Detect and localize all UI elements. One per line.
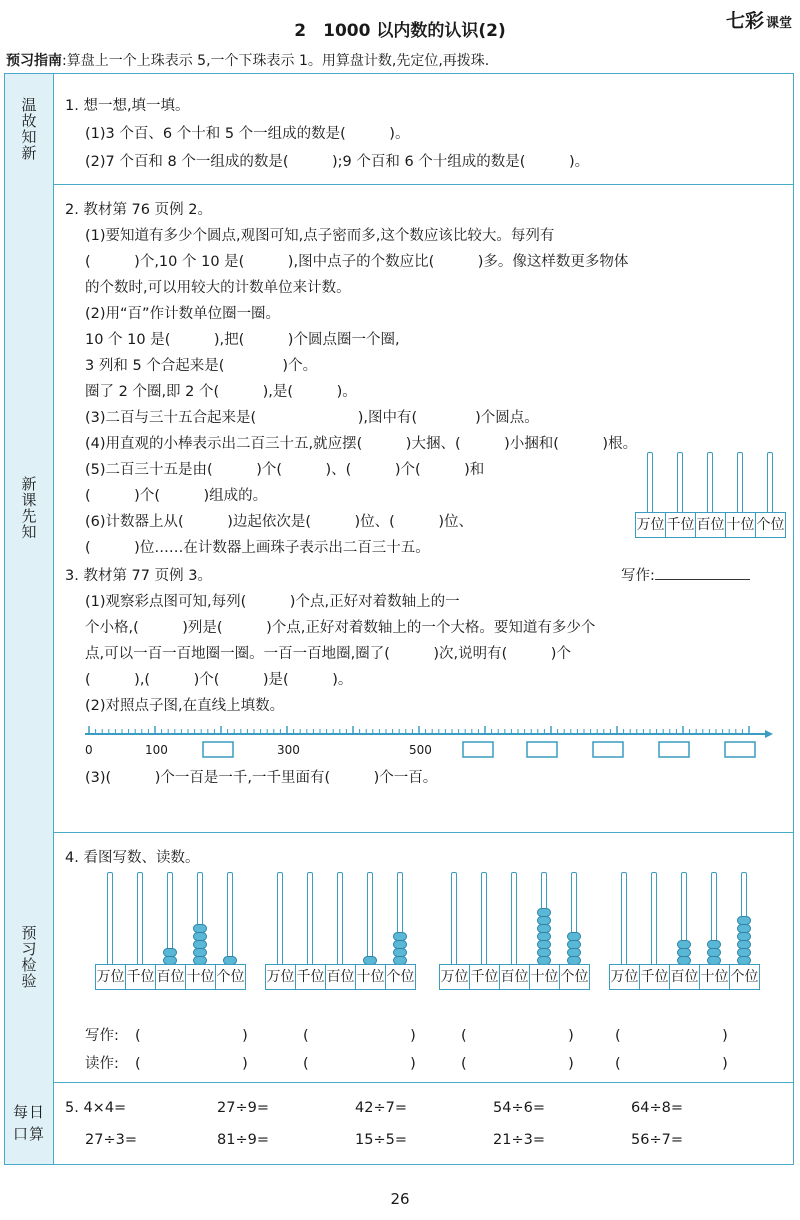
question-3-line: 点,可以一百一百地圈一圈。一百一百地圈,圈了( )次,说明有( )个 [85,646,571,662]
calc-item: 27÷9= [217,1100,269,1116]
bead [537,924,551,933]
question-2-line: 10 个 10 是( ),把( )个圆点圈一个圈, [85,332,400,348]
calc-item: 54÷6= [493,1100,545,1116]
write-row: 写作: [85,1028,119,1044]
brand-logo: 七彩 课堂 [725,10,792,32]
place-label: 万位 [610,965,640,989]
bead [393,948,407,957]
preview-guide: 预习指南:算盘上一个上珠表示 5,一个下珠表示 1。用算盘计数,先定位,再拨珠. [6,53,490,69]
calc-item: 21÷3= [493,1132,545,1148]
place-label: 百位 [156,965,186,989]
section-preview-check [5,832,793,1083]
calc-item: 64÷8= [631,1100,683,1116]
bead [537,948,551,957]
counting-abacus [95,872,255,1017]
question-3: 3. 教材第 77 页例 3。 [65,568,212,584]
place-label: 万位 [96,965,126,989]
answer-parens[interactable]: ( ) [303,1056,416,1072]
question-2-line: ( )个( )组成的。 [85,488,268,504]
place-label: 千位 [126,965,156,989]
bead [393,932,407,941]
place-label: 个位 [216,969,245,985]
question-3-line: (1)观察彩点图可知,每列( )个点,正好对着数轴上的一 [85,594,460,610]
section-new-lesson [5,184,793,833]
question-3-line: ( ),( )个( )是( )。 [85,672,353,688]
question-1-2: (2)7 个百和 8 个一组成的数是( );9 个百和 6 个十组成的数是( )。 [85,154,590,170]
rod [651,872,657,966]
question-1: 1. 想一想,填一填。 [65,98,190,114]
answer-box[interactable] [659,742,689,757]
rod [307,872,313,966]
answer-parens[interactable]: ( ) [461,1056,574,1072]
place-label: 百位 [326,965,356,989]
place-label: 十位 [186,965,216,989]
place-value-labels [265,964,416,990]
question-2-line: (1)要知道有多少个圆点,观图可知,点子密而多,这个数应该比较大。每列有 [85,228,555,244]
question-2-line: 3 列和 5 个合起来是( )个。 [85,358,318,374]
bead [737,916,751,925]
question-2-line: (3)二百与三十五合起来是( ),图中有( )个圆点。 [85,410,539,426]
place-label: 十位 [530,965,560,989]
place-label: 万位 [266,965,296,989]
bead [737,924,751,933]
counting-abacus [609,872,769,1017]
place-value-labels [609,964,760,990]
question-2-line: ( )个,10 个 10 是( ),图中点子的个数应比( )多。像这样数更多物体 [85,254,629,270]
question-3-line: 个小格,( )列是( )个点,正好对着数轴上的一个大格。要知道有多少个 [85,620,596,636]
question-2-line: (2)用“百”作计数单位圈一圈。 [85,306,281,322]
section-label: 新课先知 [5,184,54,832]
answer-parens[interactable]: ( ) [135,1056,248,1072]
bead [537,940,551,949]
question-4: 4. 看图写数、读数。 [65,850,200,866]
section-daily-calc [5,1082,793,1164]
rod [511,872,517,966]
bead [567,940,581,949]
rod [621,872,627,966]
answer-box[interactable] [203,742,233,757]
bead [193,932,207,941]
question-2-line: (4)用直观的小棒表示出二百三十五,就应摆( )大捆、( )小捆和( )根。 [85,436,638,452]
place-label: 千位 [470,965,500,989]
calc-item: 15÷5= [355,1132,407,1148]
rod [481,872,487,966]
answer-box[interactable] [725,742,755,757]
rod [451,872,457,966]
answer-box[interactable] [593,742,623,757]
place-value-labels [95,964,246,990]
bead [707,940,721,949]
question-3-line: (3)( )个一百是一千,一千里面有( )个一百。 [85,770,438,786]
place-value-labels: 万位 千位 百位 十位 个位 [635,512,786,538]
section-label: 每日口算 [5,1082,54,1164]
numline-label-0: 0 [85,743,93,757]
calc-item: 27÷3= [85,1132,137,1148]
rod [227,872,233,966]
write-label: 写作: [621,564,750,585]
place-label: 百位 [500,965,530,989]
calc-item: 56÷7= [631,1132,683,1148]
numline-label-300: 300 [277,743,300,757]
bead [567,948,581,957]
answer-parens[interactable]: ( ) [615,1056,728,1072]
rod [337,872,343,966]
bead [677,948,691,957]
bead [737,932,751,941]
place-label: 千位 [296,965,326,989]
answer-parens[interactable]: ( ) [303,1028,416,1044]
bead [193,940,207,949]
place-label: 个位 [730,969,759,985]
rod [137,872,143,966]
read-row: 读作: [85,1056,119,1072]
place-label: 百位 [670,965,700,989]
question-2-line: ( )位……在计数器上画珠子表示出二百三十五。 [85,540,430,556]
question-2-line: (6)计数器上从( )边起依次是( )位、( )位、 [85,514,473,530]
place-label: 万位 [440,965,470,989]
question-2-line: 圈了 2 个圈,即 2 个( ),是( )。 [85,384,357,400]
numline-label-100: 100 [145,743,168,757]
question-1-1: (1)3 个百、6 个十和 5 个一组成的数是( )。 [85,126,410,142]
question-2: 2. 教材第 76 页例 2。 [65,202,212,218]
bead [677,940,691,949]
answer-parens[interactable]: ( ) [615,1028,728,1044]
question-2-line: (5)二百三十五是由( )个( )、( )个( )和 [85,462,485,478]
place-label: 千位 [640,965,670,989]
bead [737,948,751,957]
page-number: 26 [390,1190,410,1208]
answer-parens[interactable]: ( ) [461,1028,574,1044]
calc-item: 42÷7= [355,1100,407,1116]
bead [393,940,407,949]
place-label: 个位 [386,969,415,985]
number-line [85,720,775,766]
bead [537,916,551,925]
calc-item: 5. 4×4= [65,1100,127,1116]
bead [567,932,581,941]
bead [193,948,207,957]
answer-box[interactable] [527,742,557,757]
counting-abacus [439,872,599,1017]
calc-item: 81÷9= [217,1132,269,1148]
page-title: 2 1000 以内数的认识(2) [294,21,506,41]
rod [367,872,373,966]
bead [707,948,721,957]
place-label: 个位 [560,969,589,985]
section-review [5,74,793,185]
counter-abacus[interactable] [635,452,785,562]
counting-abacus [265,872,425,1017]
answer-parens[interactable]: ( ) [135,1028,248,1044]
bead [163,948,177,957]
worksheet-grid [4,73,794,1165]
bead [737,940,751,949]
bead [193,924,207,933]
bead [537,932,551,941]
rod [107,872,113,966]
rod [277,872,283,966]
section-label: 预习检验 [5,832,54,1082]
question-2-line: 的个数时,可以用较大的计数单位来计数。 [85,280,351,296]
bead [537,908,551,917]
numline-label-500: 500 [409,743,432,757]
place-value-labels [439,964,590,990]
question-3-line: (2)对照点子图,在直线上填数。 [85,698,285,714]
answer-box[interactable] [463,742,493,757]
place-label: 十位 [356,965,386,989]
place-label: 十位 [700,965,730,989]
section-label: 温故知新 [5,74,54,184]
